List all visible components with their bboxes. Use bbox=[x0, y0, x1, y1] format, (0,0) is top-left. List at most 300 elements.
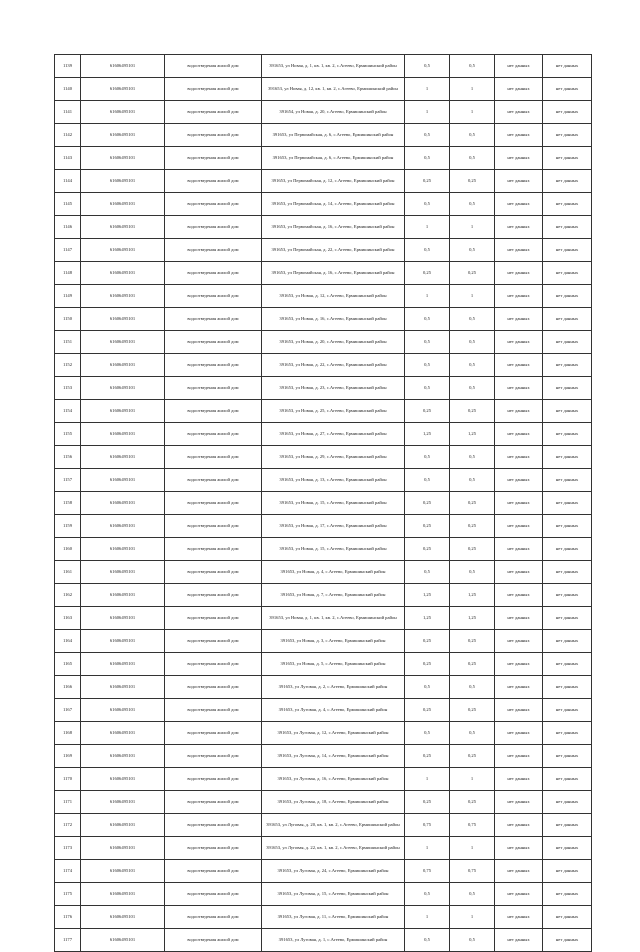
address-cell: 391653, ул Новая, д. 27, с.Агеево, Ермишинский район bbox=[262, 423, 405, 446]
oktmo-code-cell: 61606495101 bbox=[81, 101, 165, 124]
volume-cell: 0,5 bbox=[405, 147, 450, 170]
address-cell: 391653, ул Новая, д. 7, с.Агеево, Ермишинский район bbox=[262, 584, 405, 607]
object-type-cell: водоотведения жилой дом bbox=[165, 124, 262, 147]
status-note-cell: нет данных bbox=[543, 538, 592, 561]
row-number-cell: 1154 bbox=[55, 400, 81, 423]
object-type-cell: водоотведения жилой дом bbox=[165, 837, 262, 860]
table-row bbox=[55, 768, 592, 791]
volume-total-cell: 0,5 bbox=[450, 929, 495, 952]
address-cell: 391653, ул Новая, д. 3, с.Агеево, Ермишинский район bbox=[262, 630, 405, 653]
address-cell: 391653, ул Луговая, д. 16, с.Агеево, Ермишинский район bbox=[262, 768, 405, 791]
volume-total-cell: 0,5 bbox=[450, 883, 495, 906]
status-cell: нет данных bbox=[495, 814, 543, 837]
volume-total-cell: 0,25 bbox=[450, 492, 495, 515]
oktmo-code-cell: 61606495101 bbox=[81, 883, 165, 906]
row-number-cell: 1159 bbox=[55, 515, 81, 538]
volume-cell: 1 bbox=[405, 216, 450, 239]
address-cell: 391653, ул Первомайская, д. 6, с.Агеево, Ермишинский район bbox=[262, 124, 405, 147]
volume-total-cell: 0,5 bbox=[450, 308, 495, 331]
status-note-cell: нет данных bbox=[543, 78, 592, 101]
volume-total-cell: 0,25 bbox=[450, 400, 495, 423]
volume-total-cell: 0,25 bbox=[450, 630, 495, 653]
status-cell: нет данных bbox=[495, 883, 543, 906]
oktmo-code-cell: 61606495101 bbox=[81, 446, 165, 469]
table-row bbox=[55, 239, 592, 262]
volume-cell: 0,25 bbox=[405, 170, 450, 193]
address-cell: 391653, ул Новая, д. 4, с.Агеево, Ермишинский район bbox=[262, 561, 405, 584]
oktmo-code-cell: 61606495101 bbox=[81, 423, 165, 446]
object-type-cell: водоотведения жилой дом bbox=[165, 423, 262, 446]
table-row bbox=[55, 561, 592, 584]
status-note-cell: нет данных bbox=[543, 285, 592, 308]
volume-cell: 0,25 bbox=[405, 630, 450, 653]
row-number-cell: 1171 bbox=[55, 791, 81, 814]
address-cell: 391653, ул Новая, д. 1, кв. 1, кв. 2, с.Агеево, Ермишинский район bbox=[262, 607, 405, 630]
object-type-cell: водоотведения жилой дом bbox=[165, 492, 262, 515]
status-cell: нет данных bbox=[495, 101, 543, 124]
row-number-cell: 1140 bbox=[55, 78, 81, 101]
address-cell: 391653, ул Новая, д. 20, с.Агеево, Ермишинский район bbox=[262, 331, 405, 354]
oktmo-code-cell: 61606495101 bbox=[81, 653, 165, 676]
status-cell: нет данных bbox=[495, 124, 543, 147]
table-row bbox=[55, 78, 592, 101]
object-type-cell: водоотведения жилой дом bbox=[165, 538, 262, 561]
oktmo-code-cell: 61606495101 bbox=[81, 285, 165, 308]
status-cell: нет данных bbox=[495, 699, 543, 722]
object-type-cell: водоотведения жилой дом bbox=[165, 699, 262, 722]
oktmo-code-cell: 61606495101 bbox=[81, 239, 165, 262]
address-cell: 391654, ул Новая, д. 20, с.Агеево, Ермишинский район bbox=[262, 101, 405, 124]
object-type-cell: водоотведения жилой дом bbox=[165, 193, 262, 216]
address-cell: 391653, ул Новая, д. 29, с.Агеево, Ермишинский район bbox=[262, 446, 405, 469]
status-note-cell: нет данных bbox=[543, 308, 592, 331]
volume-cell: 0,25 bbox=[405, 745, 450, 768]
oktmo-code-cell: 61606495101 bbox=[81, 331, 165, 354]
table-row bbox=[55, 883, 592, 906]
status-cell: нет данных bbox=[495, 147, 543, 170]
status-cell: нет данных bbox=[495, 676, 543, 699]
status-note-cell: нет данных bbox=[543, 745, 592, 768]
table-row bbox=[55, 492, 592, 515]
status-note-cell: нет данных bbox=[543, 791, 592, 814]
address-cell: 391653, ул Луговая, д. 14, с.Агеево, Ермишинский район bbox=[262, 745, 405, 768]
address-cell: 391653, ул Первомайская, д. 12, с.Агеево, Ермишинский район bbox=[262, 170, 405, 193]
row-number-cell: 1170 bbox=[55, 768, 81, 791]
object-type-cell: водоотведения жилой дом bbox=[165, 814, 262, 837]
status-note-cell: нет данных bbox=[543, 492, 592, 515]
object-type-cell: водоотведения жилой дом bbox=[165, 515, 262, 538]
status-cell: нет данных bbox=[495, 216, 543, 239]
status-note-cell: нет данных bbox=[543, 883, 592, 906]
row-number-cell: 1163 bbox=[55, 607, 81, 630]
table-row bbox=[55, 676, 592, 699]
table-row bbox=[55, 55, 592, 78]
volume-total-cell: 0,75 bbox=[450, 814, 495, 837]
object-type-cell: водоотведения жилой дом bbox=[165, 285, 262, 308]
address-cell: 391653, ул Новая, д. 17, с.Агеево, Ермишинский район bbox=[262, 515, 405, 538]
table-row bbox=[55, 101, 592, 124]
volume-total-cell: 1 bbox=[450, 216, 495, 239]
object-type-cell: водоотведения жилой дом bbox=[165, 584, 262, 607]
status-note-cell: нет данных bbox=[543, 768, 592, 791]
volume-cell: 0,5 bbox=[405, 469, 450, 492]
status-cell: нет данных bbox=[495, 423, 543, 446]
volume-cell: 0,5 bbox=[405, 55, 450, 78]
status-cell: нет данных bbox=[495, 561, 543, 584]
oktmo-code-cell: 61606495101 bbox=[81, 745, 165, 768]
volume-total-cell: 0,25 bbox=[450, 791, 495, 814]
row-number-cell: 1142 bbox=[55, 124, 81, 147]
status-cell: нет данных bbox=[495, 607, 543, 630]
status-cell: нет данных bbox=[495, 860, 543, 883]
row-number-cell: 1176 bbox=[55, 906, 81, 929]
volume-total-cell: 1,25 bbox=[450, 584, 495, 607]
oktmo-code-cell: 61606495101 bbox=[81, 561, 165, 584]
row-number-cell: 1146 bbox=[55, 216, 81, 239]
volume-cell: 0,5 bbox=[405, 124, 450, 147]
volume-total-cell: 1 bbox=[450, 285, 495, 308]
row-number-cell: 1175 bbox=[55, 883, 81, 906]
volume-total-cell: 1,25 bbox=[450, 607, 495, 630]
table-row bbox=[55, 653, 592, 676]
address-cell: 391653, ул Новая, д. 15, с.Агеево, Ермишинский район bbox=[262, 538, 405, 561]
oktmo-code-cell: 61606495101 bbox=[81, 308, 165, 331]
address-cell: 391653, ул Луговая, д. 11, с.Агеево, Ермишинский район bbox=[262, 906, 405, 929]
table-row bbox=[55, 630, 592, 653]
oktmo-code-cell: 61606495101 bbox=[81, 630, 165, 653]
object-type-cell: водоотведения жилой дом bbox=[165, 331, 262, 354]
oktmo-code-cell: 61606495101 bbox=[81, 607, 165, 630]
object-type-cell: водоотведения жилой дом bbox=[165, 607, 262, 630]
document-page bbox=[54, 54, 591, 952]
table-row bbox=[55, 837, 592, 860]
volume-cell: 0,5 bbox=[405, 676, 450, 699]
volume-cell: 0,25 bbox=[405, 791, 450, 814]
table-row bbox=[55, 607, 592, 630]
oktmo-code-cell: 61606495101 bbox=[81, 768, 165, 791]
status-note-cell: нет данных bbox=[543, 377, 592, 400]
row-number-cell: 1174 bbox=[55, 860, 81, 883]
volume-total-cell: 0,75 bbox=[450, 860, 495, 883]
object-type-cell: водоотведения жилой дом bbox=[165, 630, 262, 653]
volume-cell: 0,5 bbox=[405, 377, 450, 400]
object-type-cell: водоотведения жилой дом bbox=[165, 377, 262, 400]
status-note-cell: нет данных bbox=[543, 354, 592, 377]
object-type-cell: водоотведения жилой дом bbox=[165, 262, 262, 285]
volume-cell: 1 bbox=[405, 78, 450, 101]
row-number-cell: 1168 bbox=[55, 722, 81, 745]
status-cell: нет данных bbox=[495, 262, 543, 285]
row-number-cell: 1169 bbox=[55, 745, 81, 768]
volume-total-cell: 0,5 bbox=[450, 331, 495, 354]
volume-total-cell: 0,5 bbox=[450, 446, 495, 469]
status-cell: нет данных bbox=[495, 722, 543, 745]
status-note-cell: нет данных bbox=[543, 630, 592, 653]
row-number-cell: 1148 bbox=[55, 262, 81, 285]
table-row bbox=[55, 193, 592, 216]
table-row bbox=[55, 814, 592, 837]
volume-cell: 0,5 bbox=[405, 446, 450, 469]
volume-total-cell: 0,5 bbox=[450, 377, 495, 400]
status-note-cell: нет данных bbox=[543, 262, 592, 285]
oktmo-code-cell: 61606495101 bbox=[81, 469, 165, 492]
volume-total-cell: 0,25 bbox=[450, 170, 495, 193]
address-cell: 391653, ул Первомайская, д. 14, с.Агеево, Ермишинский район bbox=[262, 193, 405, 216]
status-note-cell: нет данных bbox=[543, 929, 592, 952]
address-cell: 391653, ул Луговая, д. 15, с.Агеево, Ермишинский район bbox=[262, 883, 405, 906]
status-note-cell: нет данных bbox=[543, 722, 592, 745]
oktmo-code-cell: 61606495101 bbox=[81, 216, 165, 239]
volume-total-cell: 0,25 bbox=[450, 538, 495, 561]
table-row bbox=[55, 515, 592, 538]
status-cell: нет данных bbox=[495, 285, 543, 308]
row-number-cell: 1141 bbox=[55, 101, 81, 124]
address-cell: 391653, ул Новая, д. 12, с.Агеево, Ермишинский район bbox=[262, 285, 405, 308]
object-type-cell: водоотведения жилой дом bbox=[165, 745, 262, 768]
object-type-cell: водоотведения жилой дом bbox=[165, 676, 262, 699]
table-row bbox=[55, 377, 592, 400]
address-cell: 391653, ул Луговая, д. 18, с.Агеево, Ермишинский район bbox=[262, 791, 405, 814]
volume-cell: 1,25 bbox=[405, 584, 450, 607]
oktmo-code-cell: 61606495101 bbox=[81, 929, 165, 952]
object-type-cell: водоотведения жилой дом bbox=[165, 308, 262, 331]
status-cell: нет данных bbox=[495, 78, 543, 101]
volume-total-cell: 0,5 bbox=[450, 354, 495, 377]
table-row bbox=[55, 906, 592, 929]
oktmo-code-cell: 61606495101 bbox=[81, 492, 165, 515]
table-row bbox=[55, 262, 592, 285]
volume-cell: 0,75 bbox=[405, 814, 450, 837]
object-type-cell: водоотведения жилой дом bbox=[165, 860, 262, 883]
oktmo-code-cell: 61606495101 bbox=[81, 699, 165, 722]
object-type-cell: водоотведения жилой дом bbox=[165, 55, 262, 78]
row-number-cell: 1157 bbox=[55, 469, 81, 492]
status-cell: нет данных bbox=[495, 653, 543, 676]
object-type-cell: водоотведения жилой дом bbox=[165, 906, 262, 929]
table-row bbox=[55, 446, 592, 469]
status-cell: нет данных bbox=[495, 308, 543, 331]
row-number-cell: 1151 bbox=[55, 331, 81, 354]
volume-cell: 1 bbox=[405, 837, 450, 860]
oktmo-code-cell: 61606495101 bbox=[81, 722, 165, 745]
status-cell: нет данных bbox=[495, 791, 543, 814]
status-note-cell: нет данных bbox=[543, 101, 592, 124]
row-number-cell: 1144 bbox=[55, 170, 81, 193]
table-row bbox=[55, 791, 592, 814]
address-cell: 391653, ул Новая, д. 15, с.Агеево, Ермишинский район bbox=[262, 492, 405, 515]
status-cell: нет данных bbox=[495, 400, 543, 423]
row-number-cell: 1166 bbox=[55, 676, 81, 699]
address-cell: 391653, ул Луговая, д. 1, с.Агеево, Ермишинский район bbox=[262, 929, 405, 952]
oktmo-code-cell: 61606495101 bbox=[81, 193, 165, 216]
row-number-cell: 1147 bbox=[55, 239, 81, 262]
row-number-cell: 1165 bbox=[55, 653, 81, 676]
volume-cell: 0,25 bbox=[405, 492, 450, 515]
status-cell: нет данных bbox=[495, 768, 543, 791]
row-number-cell: 1177 bbox=[55, 929, 81, 952]
status-cell: нет данных bbox=[495, 239, 543, 262]
object-type-cell: водоотведения жилой дом bbox=[165, 239, 262, 262]
oktmo-code-cell: 61606495101 bbox=[81, 860, 165, 883]
status-note-cell: нет данных bbox=[543, 860, 592, 883]
volume-total-cell: 0,5 bbox=[450, 55, 495, 78]
address-cell: 391653, ул Первомайская, д. 16, с.Агеево, Ермишинский район bbox=[262, 262, 405, 285]
status-note-cell: нет данных bbox=[543, 124, 592, 147]
address-cell: 391653, ул Луговая, д. 24, с.Агеево, Ермишинский район bbox=[262, 860, 405, 883]
address-cell: 391653, ул Луговая, д. 20, кв. 1, кв. 2, с.Агеево, Ермишинский район bbox=[262, 814, 405, 837]
status-cell: нет данных bbox=[495, 170, 543, 193]
address-cell: 391653, ул Новая, д. 1, кв. 1, кв. 2, с.Агеево, Ермишинский район bbox=[262, 55, 405, 78]
row-number-cell: 1167 bbox=[55, 699, 81, 722]
table-row bbox=[55, 216, 592, 239]
address-cell: 391653, ул Луговая, д. 4, с.Агеево, Ермишинский район bbox=[262, 699, 405, 722]
volume-cell: 0,25 bbox=[405, 699, 450, 722]
volume-total-cell: 0,25 bbox=[450, 699, 495, 722]
table-row bbox=[55, 423, 592, 446]
table-row bbox=[55, 285, 592, 308]
oktmo-code-cell: 61606495101 bbox=[81, 55, 165, 78]
volume-total-cell: 1,25 bbox=[450, 423, 495, 446]
status-cell: нет данных bbox=[495, 515, 543, 538]
status-note-cell: нет данных bbox=[543, 446, 592, 469]
address-cell: 391653, ул Первомайская, д. 22, с.Агеево, Ермишинский район bbox=[262, 239, 405, 262]
oktmo-code-cell: 61606495101 bbox=[81, 584, 165, 607]
oktmo-code-cell: 61606495101 bbox=[81, 262, 165, 285]
status-note-cell: нет данных bbox=[543, 469, 592, 492]
volume-total-cell: 1 bbox=[450, 78, 495, 101]
object-type-cell: водоотведения жилой дом bbox=[165, 147, 262, 170]
oktmo-code-cell: 61606495101 bbox=[81, 538, 165, 561]
register-table bbox=[54, 54, 592, 952]
volume-cell: 0,5 bbox=[405, 929, 450, 952]
object-type-cell: водоотведения жилой дом bbox=[165, 722, 262, 745]
row-number-cell: 1143 bbox=[55, 147, 81, 170]
volume-cell: 1 bbox=[405, 285, 450, 308]
address-cell: 391653, ул Новая, д. 16, с.Агеево, Ермишинский район bbox=[262, 308, 405, 331]
status-cell: нет данных bbox=[495, 745, 543, 768]
status-note-cell: нет данных bbox=[543, 515, 592, 538]
address-cell: 391653, ул Луговая, д. 12, с.Агеево, Ермишинский район bbox=[262, 722, 405, 745]
address-cell: 391653, ул Новая, д. 13, с.Агеево, Ермишинский район bbox=[262, 469, 405, 492]
status-note-cell: нет данных bbox=[543, 607, 592, 630]
status-note-cell: нет данных bbox=[543, 423, 592, 446]
table-row bbox=[55, 308, 592, 331]
object-type-cell: водоотведения жилой дом bbox=[165, 883, 262, 906]
row-number-cell: 1160 bbox=[55, 538, 81, 561]
row-number-cell: 1161 bbox=[55, 561, 81, 584]
table-row bbox=[55, 400, 592, 423]
volume-cell: 1 bbox=[405, 906, 450, 929]
volume-cell: 1,25 bbox=[405, 423, 450, 446]
table-row bbox=[55, 331, 592, 354]
volume-cell: 0,5 bbox=[405, 239, 450, 262]
oktmo-code-cell: 61606495101 bbox=[81, 354, 165, 377]
volume-cell: 0,5 bbox=[405, 193, 450, 216]
row-number-cell: 1158 bbox=[55, 492, 81, 515]
oktmo-code-cell: 61606495101 bbox=[81, 78, 165, 101]
oktmo-code-cell: 61606495101 bbox=[81, 124, 165, 147]
row-number-cell: 1173 bbox=[55, 837, 81, 860]
volume-total-cell: 0,5 bbox=[450, 193, 495, 216]
status-cell: нет данных bbox=[495, 354, 543, 377]
oktmo-code-cell: 61606495101 bbox=[81, 676, 165, 699]
volume-total-cell: 1 bbox=[450, 101, 495, 124]
object-type-cell: водоотведения жилой дом bbox=[165, 216, 262, 239]
status-note-cell: нет данных bbox=[543, 400, 592, 423]
table-row bbox=[55, 124, 592, 147]
status-cell: нет данных bbox=[495, 630, 543, 653]
address-cell: 391653, ул Новая, д. 23, с.Агеево, Ермишинский район bbox=[262, 377, 405, 400]
status-cell: нет данных bbox=[495, 377, 543, 400]
row-number-cell: 1164 bbox=[55, 630, 81, 653]
volume-cell: 0,5 bbox=[405, 883, 450, 906]
volume-cell: 0,5 bbox=[405, 722, 450, 745]
row-number-cell: 1172 bbox=[55, 814, 81, 837]
volume-cell: 0,5 bbox=[405, 331, 450, 354]
status-note-cell: нет данных bbox=[543, 699, 592, 722]
volume-total-cell: 1 bbox=[450, 837, 495, 860]
table-row bbox=[55, 722, 592, 745]
table-row bbox=[55, 860, 592, 883]
volume-total-cell: 0,25 bbox=[450, 745, 495, 768]
status-note-cell: нет данных bbox=[543, 814, 592, 837]
address-cell: 391653, ул Новая, д. 12, кв. 1, кв. 2, с.Агеево, Ермишинский район bbox=[262, 78, 405, 101]
row-number-cell: 1139 bbox=[55, 55, 81, 78]
volume-cell: 0,25 bbox=[405, 653, 450, 676]
oktmo-code-cell: 61606495101 bbox=[81, 837, 165, 860]
address-cell: 391653, ул Луговая, д. 2, с.Агеево, Ермишинский район bbox=[262, 676, 405, 699]
status-cell: нет данных bbox=[495, 584, 543, 607]
row-number-cell: 1150 bbox=[55, 308, 81, 331]
object-type-cell: водоотведения жилой дом bbox=[165, 446, 262, 469]
table-row bbox=[55, 538, 592, 561]
volume-cell: 0,5 bbox=[405, 561, 450, 584]
oktmo-code-cell: 61606495101 bbox=[81, 377, 165, 400]
status-note-cell: нет данных bbox=[543, 239, 592, 262]
volume-cell: 1,25 bbox=[405, 607, 450, 630]
status-note-cell: нет данных bbox=[543, 676, 592, 699]
status-cell: нет данных bbox=[495, 193, 543, 216]
volume-total-cell: 0,5 bbox=[450, 676, 495, 699]
row-number-cell: 1155 bbox=[55, 423, 81, 446]
status-note-cell: нет данных bbox=[543, 147, 592, 170]
volume-total-cell: 0,5 bbox=[450, 561, 495, 584]
volume-cell: 0,75 bbox=[405, 860, 450, 883]
status-note-cell: нет данных bbox=[543, 331, 592, 354]
address-cell: 391653, ул Новая, д. 22, с.Агеево, Ермишинский район bbox=[262, 354, 405, 377]
object-type-cell: водоотведения жилой дом bbox=[165, 929, 262, 952]
volume-cell: 0,5 bbox=[405, 308, 450, 331]
status-note-cell: нет данных bbox=[543, 216, 592, 239]
volume-cell: 1 bbox=[405, 101, 450, 124]
status-cell: нет данных bbox=[495, 492, 543, 515]
address-cell: 391653, ул Новая, д. 25, с.Агеево, Ермишинский район bbox=[262, 400, 405, 423]
row-number-cell: 1162 bbox=[55, 584, 81, 607]
status-note-cell: нет данных bbox=[543, 653, 592, 676]
object-type-cell: водоотведения жилой дом bbox=[165, 400, 262, 423]
oktmo-code-cell: 61606495101 bbox=[81, 400, 165, 423]
volume-total-cell: 0,5 bbox=[450, 469, 495, 492]
status-note-cell: нет данных bbox=[543, 561, 592, 584]
table-row bbox=[55, 354, 592, 377]
status-cell: нет данных bbox=[495, 929, 543, 952]
volume-cell: 1 bbox=[405, 768, 450, 791]
status-note-cell: нет данных bbox=[543, 170, 592, 193]
status-cell: нет данных bbox=[495, 538, 543, 561]
object-type-cell: водоотведения жилой дом bbox=[165, 170, 262, 193]
address-cell: 391653, ул Новая, д. 5, с.Агеево, Ермишинский район bbox=[262, 653, 405, 676]
address-cell: 391653, ул Первомайская, д. 6, с.Агеево, Ермишинский район bbox=[262, 147, 405, 170]
